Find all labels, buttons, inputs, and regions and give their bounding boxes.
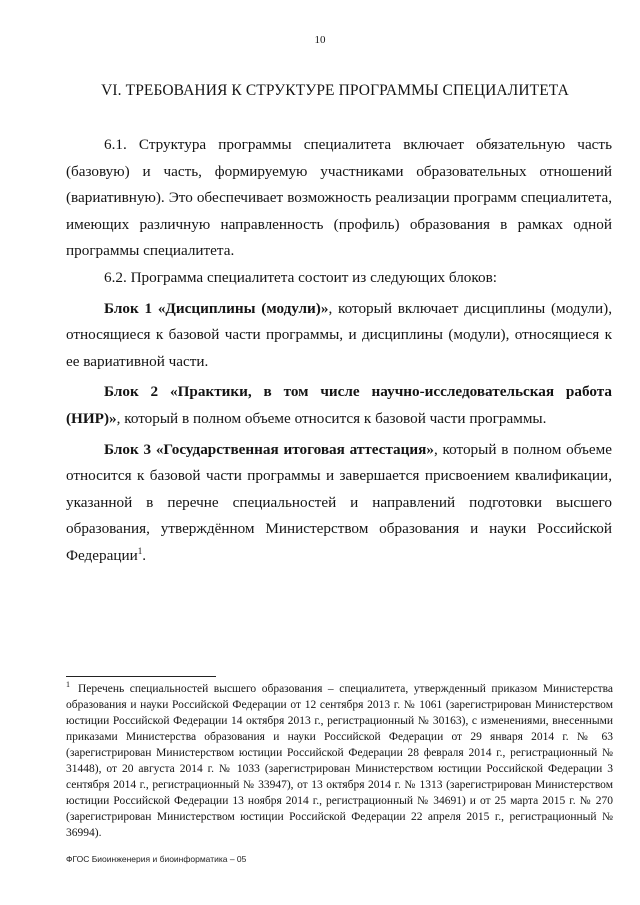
paragraph-block-2 <box>66 379 612 432</box>
paragraph-6-2: 6.2. Программа специалитета состоит из следующих блоков: <box>104 268 497 286</box>
paragraph-block-3 <box>66 437 612 570</box>
block-2-text: , который в полном объеме относится к базовой части программы. <box>116 409 547 427</box>
paragraph-6-1: 6.1. Структура программы специалитета включает обязательную часть (базовую) и часть, формируемую участниками образовательных отношений (вариативную). Это обеспечивает возможность реализации программ специалитета, имеющих различную направленность (профиль) образования в рамках одной программы специалитета. <box>66 136 612 260</box>
block-3-text: , который в полном объеме относится к базовой части программы и завершается присвоением квалификации, указанной в перечне специальностей и направлений подготовки высшего образования, утверждённом Министерством образования и науки Российской Федерации <box>66 440 612 564</box>
page-number: 10 <box>314 34 326 46</box>
page-footer: ФГОС Биоинженерия и биоинформатика – 05 <box>66 854 247 864</box>
footnote <box>66 681 613 841</box>
footnote-marker: 1 <box>66 680 70 690</box>
block-2-title: Блок 2 «Практики, в том числе научно-исследовательская работа (НИР)» <box>66 383 612 427</box>
footnote-divider <box>66 676 216 677</box>
footnote-text: Перечень специальностей высшего образования – специалитета, утвержденный приказом Министерства образования и науки Российской Федерации от 12 сентября 2013 г. № 1061 (зарегистрирован Министерством юстиции Российской Федерации 14 октября 2013 г., регистрационный № 30163), с изменениями, внесенными приказами Министерства образования и науки Российской Федерации от 29 января 2014 г. № 63 (зарегистрирован Министерством юстиции Российской Федерации 28 февраля 2014 г., регистрационный № 31448), от 20 августа 2014 г. № 1033 (зарегистрирован Министерством юстиции Российской Федерации 3 сентября 2014 г., регистрационный № 33947), от 13 октября 2014 г. № 1313 (зарегистрирован Министерством юстиции Российской Федерации 13 ноября 2014 г., регистрационный № 34691) и от 25 марта 2015 г. № 270 (зарегистрирован Министерством юстиции Российской Федерации 22 апреля 2015 г., регистрационный № 36994). <box>66 683 613 839</box>
block-3-end: . <box>142 546 147 564</box>
block-3-title: Блок 3 «Государственная итоговая аттестация» <box>104 440 434 458</box>
block-1-text: , который включает дисциплины (модули), относящиеся к базовой части программы, и дисциплины (модули), относящиеся к ее вариативной части. <box>66 299 612 370</box>
paragraph-block-1 <box>66 296 612 376</box>
block-1-title: Блок 1 «Дисциплины (модули)» <box>104 299 329 317</box>
section-heading: VI. ТРЕБОВАНИЯ К СТРУКТУРЕ ПРОГРАММЫ СПЕЦИАЛИТЕТА <box>101 82 569 99</box>
body-text <box>66 132 612 570</box>
footnote-reference[interactable]: 1 <box>137 545 143 556</box>
